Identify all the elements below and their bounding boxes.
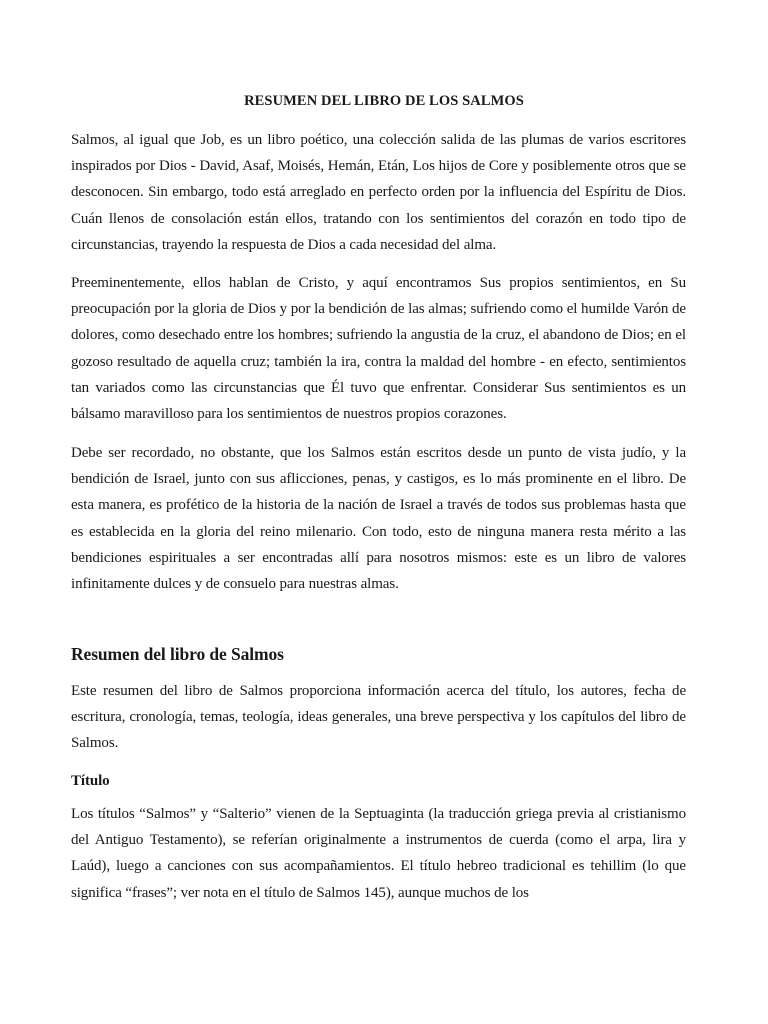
section-heading: Resumen del libro de Salmos	[71, 644, 284, 664]
paragraph-intro: Salmos, al igual que Job, es un libro poético, una colección salida de las plumas de varios escritores inspirados por Dios - David, Asaf, Moisés, Hemán, Etán, Los hijos de Core y posiblemente otros que se desconocen. Sin embargo, todo está arreglado en perfecto orden por la influencia del Espíritu de Dios. Cuán llenos de consolación están ellos, tratando con los sentimientos del corazón en todo tipo de circunstancias, trayendo la respuesta de Dios a cada necesidad del alma.	[71, 132, 686, 253]
subheading-title: Título	[71, 773, 110, 789]
document-title: RESUMEN DEL LIBRO DE LOS SALMOS	[244, 93, 524, 109]
paragraph-title-info: Los títulos “Salmos” y “Salterio” vienen de la Septuaginta (la traducción griega previa al cristianismo del Antiguo Testamento), se referían originalmente a instrumentos de cuerda (como el arpa, lira y Laúd), luego a canciones con sus acompañamientos. El título hebreo tradicional es tehillim (lo que significa “frases”; ver nota en el título de Salmos 145), aunque muchos de los	[71, 806, 686, 901]
paragraph-israel: Debe ser recordado, no obstante, que los Salmos están escritos desde un punto de vista judío, y la bendición de Israel, junto con sus aflicciones, penas, y castigos, es lo más prominente en el libro. De esta manera, es profético de la historia de la nación de Israel a través de todos sus problemas hasta que es establecida en la gloria del reino milenario. Con todo, esto de ninguna manera resta mérito a las bendiciones espirituales a ser encontradas allí para nosotros mismos: este es un libro de valores infinitamente dulces y de consuelo para nuestras almas.	[71, 445, 686, 593]
paragraph-summary: Este resumen del libro de Salmos proporciona información acerca del título, los autores, fecha de escritura, cronología, temas, teología, ideas generales, una breve perspectiva y los capítulos del libro de Salmos.	[71, 683, 686, 752]
paragraph-christ: Preeminentemente, ellos hablan de Cristo, y aquí encontramos Sus propios sentimientos, en Su preocupación por la gloria de Dios y por la bendición de las almas; sufriendo como el humilde Varón de dolores, como desechado entre los hombres; sufriendo la angustia de la cruz, el abandono de Dios; en el gozoso resultado de aquella cruz; también la ira, contra la maldad del hombre - en efecto, sentimientos tan variados como las circunstancias que Él tuvo que enfrentar. Considerar Sus sentimientos es un bálsamo maravilloso para los sentimientos de nuestros propios corazones.	[71, 275, 686, 423]
